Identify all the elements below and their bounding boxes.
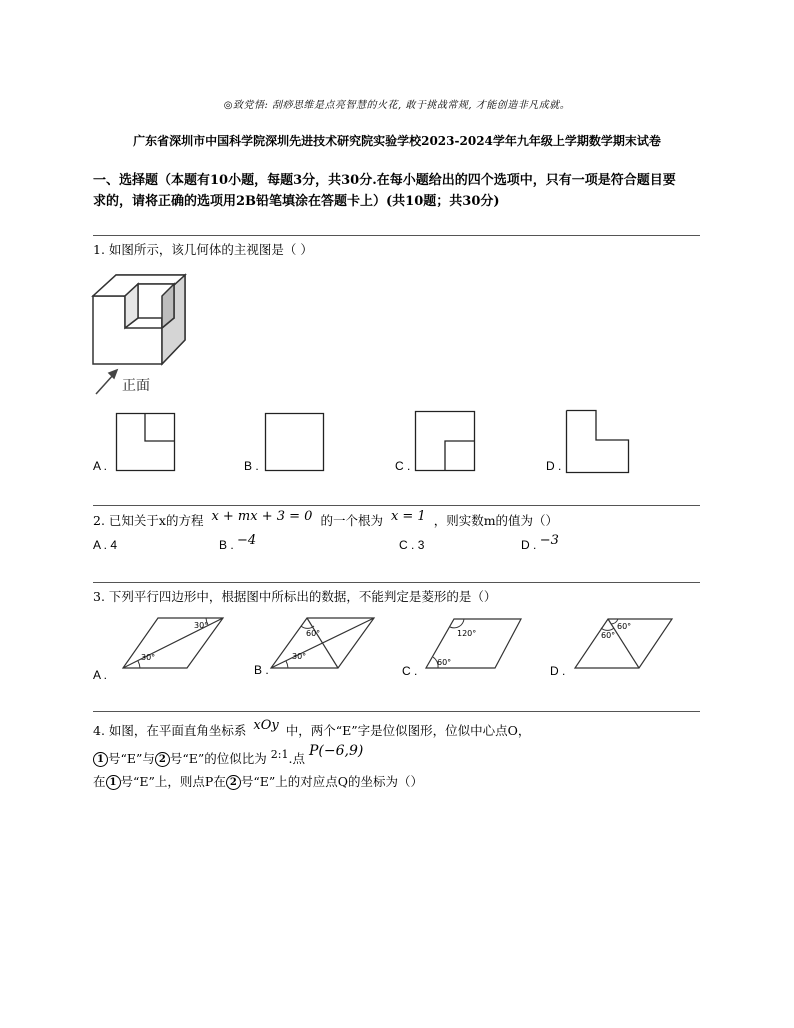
q4-line2-c: .点	[288, 751, 305, 766]
q4-point: P(−6,9)	[308, 743, 364, 759]
q4-line2-b: 号“E”的位似比为	[169, 751, 267, 766]
q3-option-b-figure	[270, 616, 376, 672]
section-heading-line1: 一、选择题（本题有10小题，每题3分，共30分.在每小题给出的四个选项中，只有一项是符合题目要	[93, 173, 676, 188]
section-heading-line2: 求的，请将正确的选项用2B铅笔填涂在答题卡上）(共10题；共30分)	[93, 194, 500, 209]
q3-c-angle-bottom: 60°	[437, 658, 452, 667]
q1-solid-figure	[90, 272, 200, 402]
q4-line1-a: 4. 如图，在平面直角坐标系	[93, 723, 247, 738]
divider	[93, 711, 700, 712]
circled-number-1: 1	[93, 752, 108, 767]
q2-option-b[interactable]	[219, 533, 257, 553]
q4-line1-b: 中，两个“E”字是位似图形，位似中心点O，	[285, 723, 531, 738]
q1-option-a-figure	[116, 413, 176, 473]
q2-option-c-value: 3	[417, 538, 425, 552]
q2-text-c: ，则实数m的值为（）	[433, 513, 559, 528]
circled-number-2: 2	[155, 752, 170, 767]
q2-option-a-value: 4	[110, 538, 118, 552]
q2-option-c-label: C .	[399, 538, 415, 552]
q3-b-angle-bottom: 30°	[292, 652, 307, 661]
q4-ratio: 2:1	[270, 748, 289, 761]
q1-option-c[interactable]: C .	[395, 459, 411, 473]
divider	[93, 582, 700, 583]
q3-d-angle-right: 60°	[617, 622, 632, 631]
q2-option-d-value: −3	[539, 533, 559, 548]
q3-a-angle-top: 30°	[194, 621, 209, 630]
q2-option-a[interactable]	[93, 538, 117, 552]
exam-title: 广东省深圳市中国科学院深圳先进技术研究院实验学校2023-2024学年九年级上学期数学期末试卷	[133, 134, 661, 148]
q3-option-c[interactable]: C .	[402, 664, 418, 678]
q3-a-angle-bottom: 30°	[141, 653, 156, 662]
q2-text-a: 2. 已知关于x的方程	[93, 513, 204, 528]
q2-option-c[interactable]	[399, 538, 424, 552]
motto: ◎致党悟: 刮痧思维是点亮智慧的火花, 敢于挑战常规, 才能创造非凡成就。	[223, 100, 571, 111]
q3-option-d[interactable]: D .	[550, 664, 566, 678]
q3-option-d-figure	[574, 616, 674, 672]
q2-option-a-label: A .	[93, 538, 108, 552]
q2-root: x = 1	[390, 509, 426, 524]
q4-line3-b: 号“E”上，则点P在	[120, 774, 226, 789]
q1-option-b-figure	[265, 413, 325, 473]
q4-line2-a: 号“E”与	[108, 751, 155, 766]
q2-equation: x + mx + 3 = 0	[211, 509, 313, 524]
q4-line1	[93, 718, 531, 741]
q2-stem	[93, 509, 559, 531]
q4-line3	[93, 773, 423, 791]
q4-line3-a: 在	[93, 774, 106, 789]
q3-c-angle-top: 120°	[457, 629, 477, 638]
divider	[93, 235, 700, 236]
q3-option-c-figure	[424, 616, 524, 672]
q2-option-b-label: B .	[219, 538, 234, 552]
q1-stem: 1. 如图所示，该几何体的主视图是（ ）	[93, 242, 313, 257]
circled-number-1: 1	[106, 775, 121, 790]
q1-option-d[interactable]: D .	[546, 459, 562, 473]
front-view-label: 正面	[122, 378, 150, 394]
q2-option-d[interactable]	[521, 533, 559, 553]
q1-option-b[interactable]: B .	[244, 459, 259, 473]
q2-option-d-label: D .	[521, 538, 537, 552]
q1-option-c-figure	[415, 411, 477, 473]
q2-text-b: 的一个根为	[320, 513, 383, 528]
q1-option-d-figure	[566, 410, 630, 474]
divider	[93, 505, 700, 506]
q2-option-b-value: −4	[237, 533, 257, 548]
q3-b-angle-left: 60°	[306, 629, 321, 638]
q4-coord-system: xOy	[253, 718, 279, 733]
q1-option-a[interactable]: A .	[93, 459, 108, 473]
q3-option-a-figure	[122, 616, 226, 672]
q3-option-a[interactable]: A .	[93, 668, 108, 682]
q3-stem: 3. 下列平行四边形中，根据图中所标出的数据，不能判定是菱形的是（）	[93, 589, 497, 604]
q4-line2	[93, 743, 364, 769]
q3-option-b[interactable]: B .	[254, 663, 269, 677]
q4-line3-c: 号“E”上的对应点Q的坐标为（）	[240, 774, 423, 789]
circled-number-2: 2	[226, 775, 241, 790]
q3-d-angle-left: 60°	[601, 631, 616, 640]
